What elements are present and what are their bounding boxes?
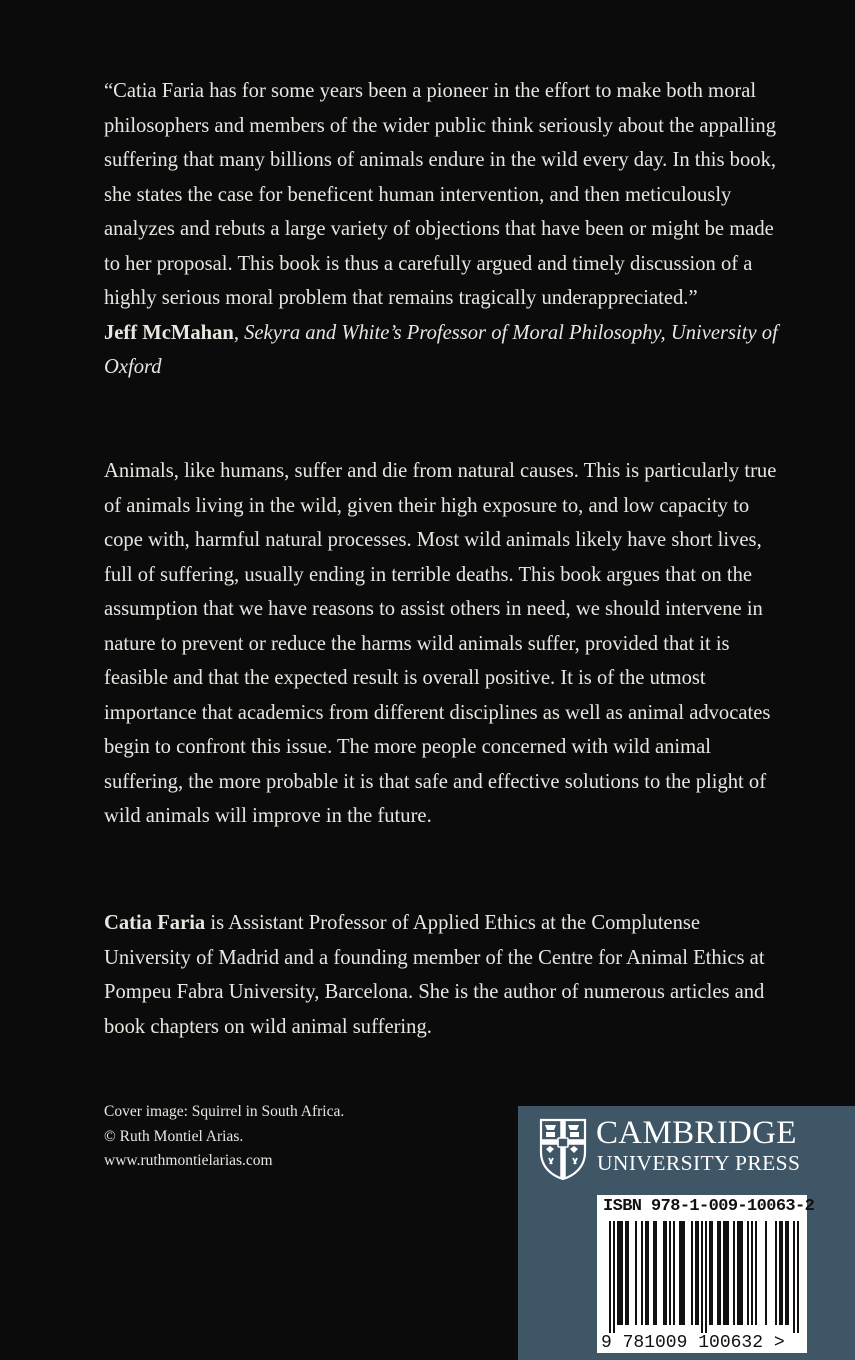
barcode-bar <box>679 1221 681 1325</box>
barcode-bar <box>697 1221 699 1325</box>
quote-text: “Catia Faria has for some years been a pioneer in the effort to make both moral philosophers and members of the wider public think seriously about the appalling suffering that many billions of animals endure in the wild every day. In this book, she states the case for beneficent human intervention, and then meticulously analyzes and rebuts a large variety of objections that have been or might be made to her proposal. This book is thus a carefully argued and timely discussion of a highly serious moral problem that remains tragically underappreciated.” <box>104 80 777 309</box>
barcode-bar <box>719 1221 721 1325</box>
barcode-bar <box>711 1221 713 1325</box>
barcode-bar <box>625 1221 627 1325</box>
book-description: Animals, like humans, suffer and die from natural causes. This is particularly true of animals living in the wild, given their high exposure to, and low capacity to cope with, harmful natural processes. Most wild animals likely have short lives, full of suffering, usually ending in terrible deaths. This book argues that on the assumption that we have reasons to assist others in need, we should intervene in nature to prevent or reduce the harms wild animals suffer, provided that it is feasible and that the expected result is overall positive. It is of the utmost importance that academics from different disciplines as well as animal advocates begin to confront this issue. The more people concerned with wild animal suffering, the more probable it is that safe and effective solutions to the plight of wild animals will improve in the future. <box>104 460 777 827</box>
barcode-bar <box>635 1221 637 1325</box>
publisher-panel <box>518 1106 855 1360</box>
barcode-bar <box>647 1221 649 1325</box>
barcode-bar <box>717 1221 719 1325</box>
barcode-bar <box>681 1221 683 1325</box>
credit-line-image: Cover image: Squirrel in South Africa. <box>104 1103 345 1120</box>
barcode-bar <box>755 1221 757 1325</box>
barcode-bar <box>741 1221 743 1325</box>
author-name: Catia Faria <box>104 912 206 934</box>
barcode-bar <box>781 1221 783 1325</box>
isbn-barcode <box>597 1195 815 1353</box>
barcode-bar <box>609 1221 611 1333</box>
barcode-bar <box>673 1221 675 1325</box>
barcode-bar <box>797 1221 799 1333</box>
quote-author: Jeff McMahan <box>104 321 234 344</box>
barcode-bar <box>683 1221 685 1325</box>
barcode-bar <box>613 1221 615 1333</box>
barcode-bar <box>775 1221 777 1325</box>
barcode-bar <box>669 1221 671 1325</box>
barcode-bar <box>617 1221 619 1325</box>
barcode-bar <box>695 1221 697 1325</box>
publisher-subname: UNIVERSITY PRESS <box>597 1151 801 1175</box>
barcode-bar <box>737 1221 739 1325</box>
barcode-bar <box>655 1221 657 1325</box>
quote-author-title: Sekyra and White’s Professor of Moral Philosophy, University of Oxford <box>104 321 778 378</box>
barcode-bar <box>727 1221 729 1325</box>
credit-line-website: www.ruthmontielarias.com <box>104 1152 273 1170</box>
barcode-bar <box>787 1221 789 1325</box>
author-bio-text: is Assistant Professor of Applied Ethics at the Complutense University of Madrid and a founding member of the Centre for Animal Ethics at Pompeu Fabra University, Barcelona. She is the author of numerous articles and book chapters on wild animal suffering. <box>104 912 765 1038</box>
barcode-bar <box>793 1221 795 1333</box>
barcode-bar <box>691 1221 693 1325</box>
barcode-bar <box>645 1221 647 1325</box>
barcode-bar <box>709 1221 711 1325</box>
barcode-bar <box>665 1221 667 1325</box>
endorsement-quote <box>104 74 784 385</box>
barcode-bar <box>723 1221 725 1325</box>
barcode-bars <box>597 1219 807 1353</box>
barcode-bar <box>701 1221 703 1333</box>
author-bio <box>104 906 784 1044</box>
isbn-label: ISBN 978-1-009-10063-2 <box>603 1197 815 1216</box>
barcode-bar <box>733 1221 735 1325</box>
barcode-bar <box>705 1221 707 1333</box>
cambridge-crest-icon <box>539 1118 587 1180</box>
credit-line-copyright: © Ruth Montiel Arias. <box>104 1127 244 1145</box>
barcode-bar <box>725 1221 727 1325</box>
barcode-bar <box>739 1221 741 1325</box>
publisher-name: CAMBRIDGE <box>596 1115 797 1151</box>
barcode-bar <box>653 1221 655 1325</box>
barcode-bar <box>765 1221 767 1325</box>
barcode-bar <box>751 1221 753 1325</box>
barcode-bar <box>663 1221 665 1325</box>
barcode-bar <box>619 1221 621 1325</box>
barcode-digits: 9 781009 100632 > <box>601 1333 785 1353</box>
barcode-bar <box>627 1221 629 1325</box>
barcode-bar <box>779 1221 781 1325</box>
barcode-bar <box>641 1221 643 1325</box>
barcode-bar <box>785 1221 787 1325</box>
barcode-bar <box>621 1221 623 1325</box>
quote-author-separator: , <box>233 321 245 344</box>
barcode-bar <box>747 1221 749 1325</box>
